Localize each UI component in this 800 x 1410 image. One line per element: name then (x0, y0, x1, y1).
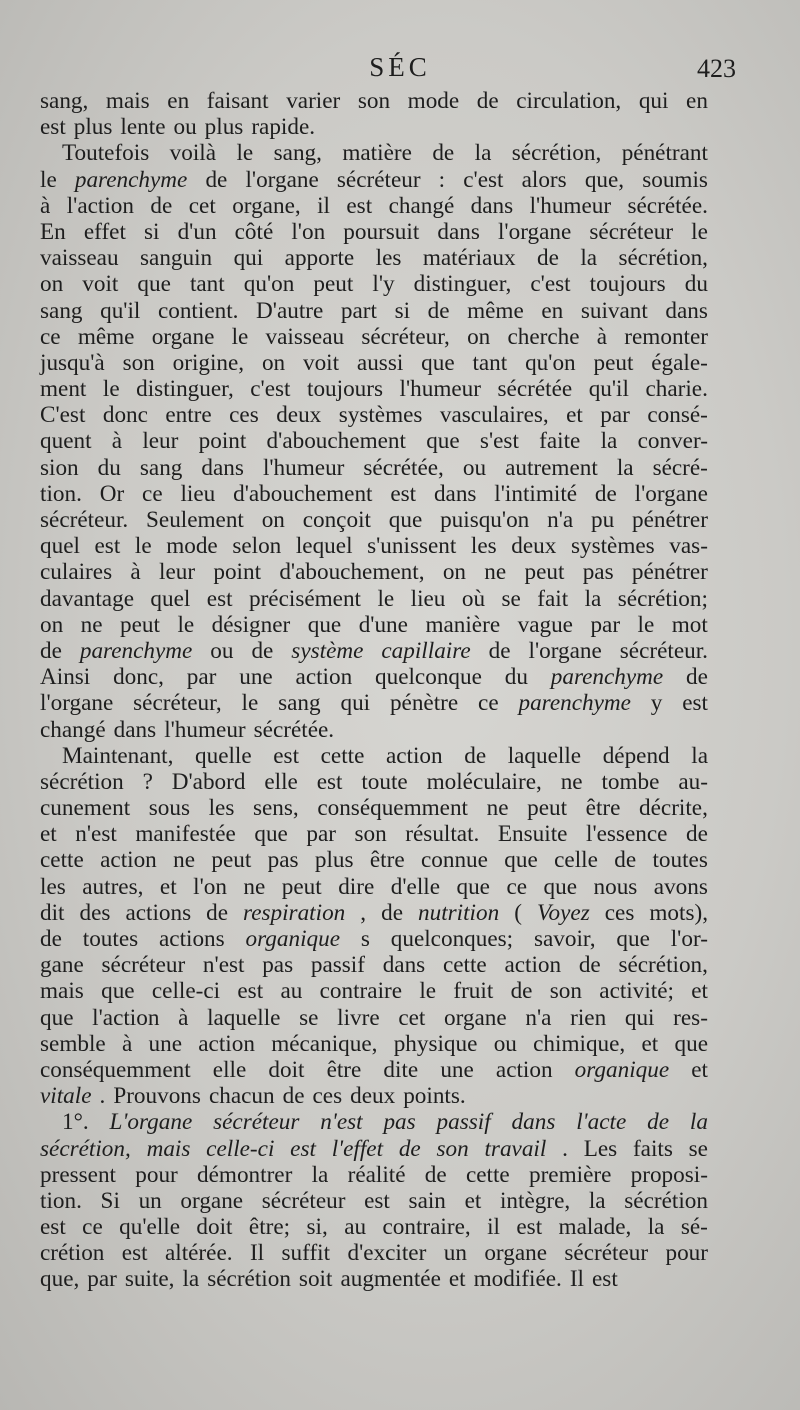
text-line: Toutefois voilà le sang, matière de la sécrétion, pénétrant (62, 140, 708, 167)
text-line: que, par suite, la sécrétion soit augmentée et modifiée. Il est (40, 1266, 618, 1293)
text-line: sang qu'il contient. D'autre part si de même en suivant dans (40, 297, 708, 324)
text-line: on ne peut le désigner que d'une manière vague par le mot (40, 611, 708, 638)
text-line: jusqu'à son origine, on voit aussi que tant qu'on peut égale- (40, 349, 708, 376)
text-line: de parenchyme ou de système capillaire de l'organe sécréteur. (40, 637, 708, 664)
page-number: 423 (697, 54, 736, 83)
running-head: SÉC (369, 52, 431, 82)
text-line: est ce qu'elle doit être; si, au contraire, il est malade, la sé- (40, 1214, 708, 1241)
text-line: pressent pour démontrer la réalité de cette première proposi- (40, 1161, 708, 1188)
text-line: à l'action de cet organe, il est changé dans l'humeur sécrétée. (40, 192, 708, 219)
text-line: les autres, et l'on ne peut dire d'elle que ce que nous avons (40, 873, 708, 900)
text-line: de toutes actions organique s quelconques; savoir, que l'or- (40, 926, 708, 952)
text-line: l'organe sécréteur, le sang qui pénètre ce parenchyme y est (40, 690, 708, 717)
text-line: ce même organe le vaisseau sécréteur, on cherche à remonter (40, 323, 708, 350)
text-line: on voit que tant qu'on peut l'y distinguer, c'est toujours du (40, 271, 708, 298)
text-line: tion. Or ce lieu d'abouchement est dans l'intimité de l'organe (40, 480, 708, 507)
text-line: conséquemment elle doit être dite une action organique et (40, 1056, 708, 1083)
text-line: sécrétion ? D'abord elle est toute moléculaire, ne tombe au- (40, 768, 708, 795)
text-line: gane sécréteur n'est pas passif dans cette action de sécrétion, (40, 952, 708, 979)
text-line: sécrétion, mais celle-ci est l'effet de son travail . Les faits se (40, 1135, 708, 1162)
page-header (0, 52, 800, 92)
text-line: 1°. L'organe sécréteur n'est pas passif dans l'acte de la (62, 1109, 708, 1136)
text-line: cunement sous les sens, conséquemment ne peut être décrite, (40, 795, 708, 822)
text-line: Ainsi donc, par une action quelconque du parenchyme de (40, 664, 708, 691)
text-line: vaisseau sanguin qui apporte les matériaux de la sécrétion, (40, 245, 708, 272)
text-line: vitale . Prouvons chacun de ces deux points. (40, 1083, 466, 1110)
text-line: quel est le mode selon lequel s'unissent les deux systèmes vas- (40, 533, 708, 560)
text-line: Maintenant, quelle est cette action de laquelle dépend la (62, 742, 708, 769)
text-line: mais que celle-ci est au contraire le fruit de son activité; et (40, 978, 708, 1005)
text-line: sion du sang dans l'humeur sécrétée, ou autrement la sécré- (40, 454, 708, 481)
text-line: En effet si d'un côté l'on poursuit dans l'organe sécréteur le (40, 218, 708, 245)
text-line: que l'action à laquelle se livre cet organe n'a rien qui res- (40, 1004, 708, 1031)
text-line: quent à leur point d'abouchement que s'est faite la conver- (40, 428, 708, 455)
text-line: sang, mais en faisant varier son mode de circulation, qui en (40, 88, 708, 114)
text-line: ment le distinguer, c'est toujours l'humeur sécrétée qu'il charie. (40, 376, 708, 403)
text-line: sécréteur. Seulement on conçoit que puisqu'on n'a pu pénétrer (40, 507, 708, 533)
text-line: et n'est manifestée que par son résultat. Ensuite l'essence de (40, 821, 708, 848)
text-line: tion. Si un organe sécréteur est sain et intègre, la sécrétion (40, 1187, 708, 1214)
body-text (40, 88, 708, 1293)
text-line: C'est donc entre ces deux systèmes vasculaires, et par consé- (40, 402, 708, 429)
text-line: crétion est altérée. Il suffit d'exciter un organe sécréteur pour (40, 1240, 708, 1267)
text-line: changé dans l'humeur sécrétée. (40, 716, 335, 743)
text-line: cette action ne peut pas plus être connue que celle de toutes (40, 847, 708, 874)
text-line: est plus lente ou plus rapide. (40, 114, 316, 141)
text-line: dit des actions de respiration , de nutrition ( Voyez ces mots), (40, 899, 708, 926)
text-line: davantage quel est précisément le lieu où se fait la sécrétion; (40, 585, 708, 612)
text-line: culaires à leur point d'abouchement, on ne peut pas pénétrer (40, 559, 708, 586)
text-line: semble à une action mécanique, physique ou chimique, et que (40, 1030, 708, 1057)
text-line: le parenchyme de l'organe sécréteur : c'est alors que, soumis (40, 166, 708, 193)
